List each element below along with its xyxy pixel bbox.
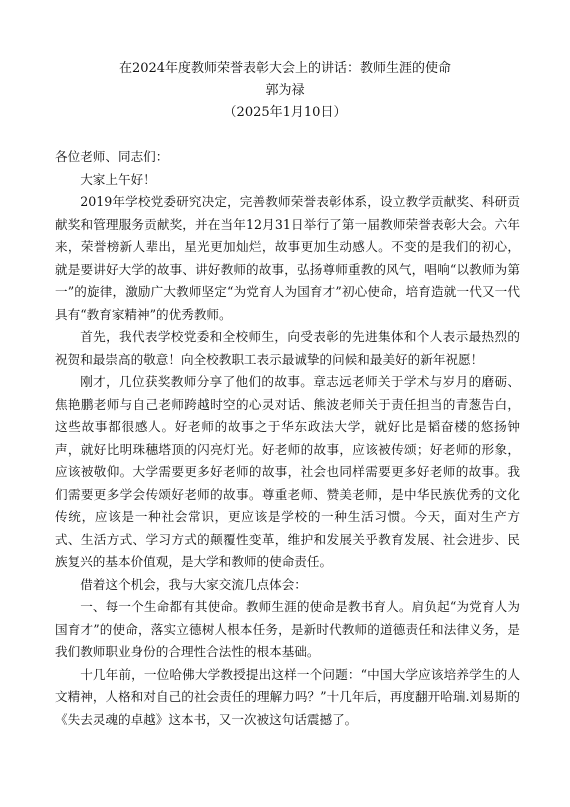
document-author: 郭为禄 xyxy=(265,83,305,98)
document-title: 在2024年度教师荣誉表彰大会上的讲话：教师生涯的使命 xyxy=(118,61,452,76)
document-date: （2025年1月10日） xyxy=(223,105,347,120)
paragraph: 首先，我代表学校党委和全校师生，向受表彰的先进集体和个人表示最热烈的祝贺和最崇高的敬意！向全校教职工表示最诚挚的问候和最美好的新年祝愿！ xyxy=(55,329,520,367)
paragraph: 2019年学校党委研究决定，完善教师荣誉表彰体系，设立教学贡献奖、科研贡献奖和管理服务贡献奖，并在当年12月31日举行了第一届教师荣誉表彰大会。六年来，荣誉榜新人辈出，星光更加灿烂，故事更加生动感人。不变的是我们的初心，就是要讲好大学的故事、讲好教师的故事，弘扬尊师重教的风气，唱响“以教师为第一”的旋律，激励广大教师坚定“为党育人为国育才”初心使命，培育造就一代又一代具有“教育家精神”的优秀教师。 xyxy=(55,194,520,322)
paragraph: 刚才，几位获奖教师分享了他们的故事。章志远老师关于学术与岁月的磨砺、焦艳鹏老师与自己老师跨越时空的心灵对话、熊波老师关于责任担当的青葱告白，这些故事都很感人。好老师的故事之于华东政法大学，就好比是韬奋楼的悠扬钟声，就好比明珠穗塔顶的闪亮灯光。好老师的故事，应该被传颂；好老师的形象，应该被敬仰。大学需要更多好老师的故事，社会也同样需要更多好老师的故事。我们需要更多学会传颂好老师的故事。尊重老师、赞美老师，是中华民族优秀的文化传统，应该是一种社会常识，更应该是学校的一种生活习惯。今天，面对生产方式、生活方式、学习方式的颠覆性变革，维护和发展关乎教育发展、社会进步、民族复兴的基本价值观，是大学和教师的使命责任。 xyxy=(55,374,520,569)
salutation: 各位老师、同志们： xyxy=(55,149,169,164)
paragraph: 一、每一个生命都有其使命。教师生涯的使命是教书育人。肩负起“为党育人为国育才”的使命，落实立德树人根本任务，是新时代教师的道德责任和法律义务，是我们教师职业身份的合理性合法性的根本基础。 xyxy=(55,599,520,659)
paragraph: 十几年前，一位哈佛大学教授提出这样一个问题：“中国大学应该培养学生的人文精神，人格和对自己的社会责任的理解力吗？”十几年后，再度翻开哈瑞.刘易斯的《失去灵魂的卓越》这本书，又一次被这句话震撼了。 xyxy=(55,666,520,727)
document-body xyxy=(55,146,520,731)
paragraph: 借着这个机会，我与大家交流几点体会： xyxy=(80,576,307,592)
greeting: 大家上午好！ xyxy=(80,171,156,187)
document-header xyxy=(0,58,570,124)
